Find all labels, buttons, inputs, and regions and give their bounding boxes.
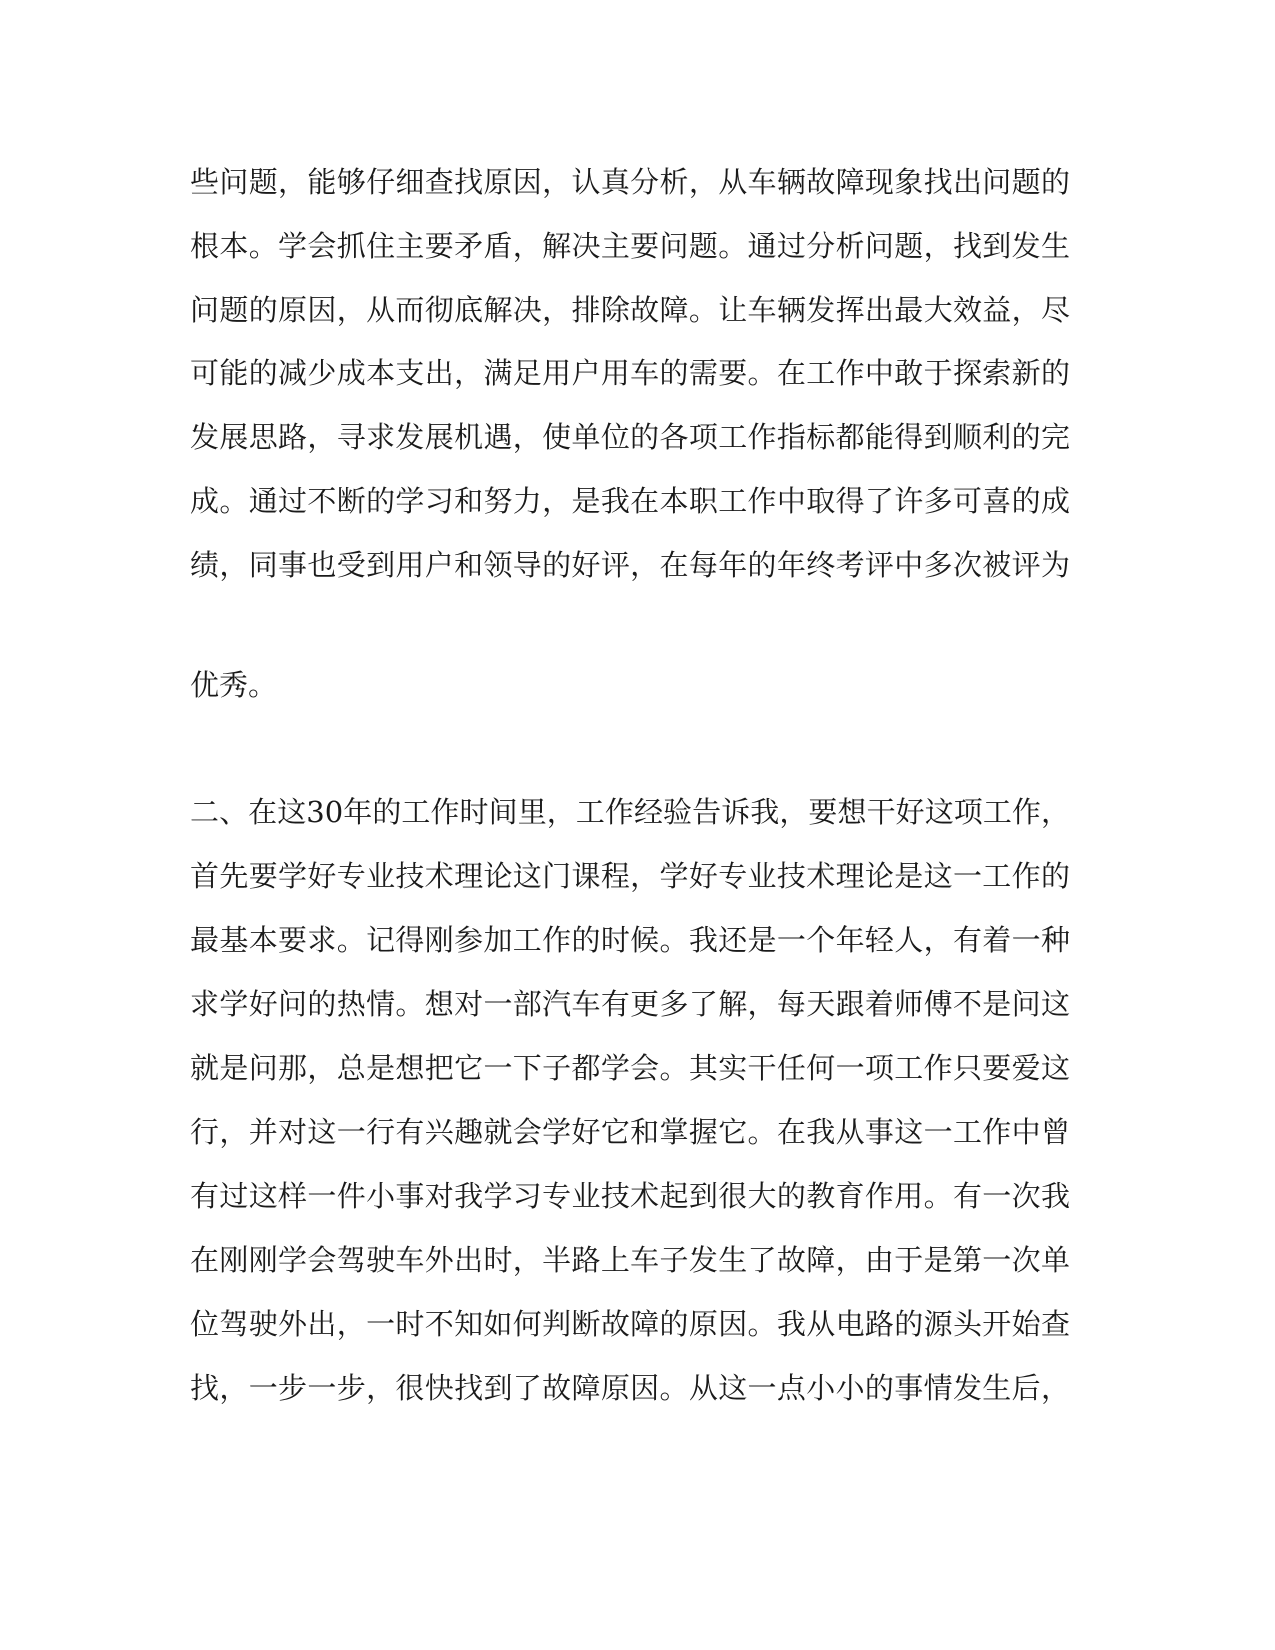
text-line: 最基本要求。记得刚参加工作的时候。我还是一个年轻人，有着一种: [190, 923, 1070, 957]
text-line: 根本。学会抓住主要矛盾，解决主要问题。通过分析问题，找到发生: [190, 229, 1070, 263]
text-line: 找，一步一步，很快找到了故障原因。从这一点小小的事情发生后，: [190, 1371, 1070, 1405]
text-line: 求学好问的热情。想对一部汽车有更多了解，每天跟着师傅不是问这: [190, 987, 1070, 1021]
text-line: 在刚刚学会驾驶车外出时，半路上车子发生了故障，由于是第一次单: [190, 1243, 1070, 1277]
text-line: 位驾驶外出，一时不知如何判断故障的原因。我从电路的源头开始查: [190, 1307, 1070, 1341]
text-line: 就是问那，总是想把它一下子都学会。其实干任何一项工作只要爱这: [190, 1051, 1070, 1085]
text-line: 行，并对这一行有兴趣就会学好它和掌握它。在我从事这一工作中曾: [190, 1115, 1070, 1149]
text-line: 绩，同事也受到用户和领导的好评，在每年的年终考评中多次被评为: [190, 548, 1070, 582]
text-line: 二、在这30年的工作时间里，工作经验告诉我，要想干好这项工作，: [190, 795, 1070, 829]
text-line: 有过这样一件小事对我学习专业技术起到很大的教育作用。有一次我: [190, 1179, 1070, 1213]
text-line: 成。通过不断的学习和努力，是我在本职工作中取得了许多可喜的成: [190, 484, 1070, 518]
text-line: 优秀。: [190, 668, 278, 702]
text-line: 可能的减少成本支出，满足用户用车的需要。在工作中敢于探索新的: [190, 356, 1070, 390]
text-line: 些问题，能够仔细查找原因，认真分析，从车辆故障现象找出问题的: [190, 165, 1070, 199]
text-line: 问题的原因，从而彻底解决，排除故障。让车辆发挥出最大效益，尽: [190, 293, 1070, 327]
text-line: 发展思路，寻求发展机遇，使单位的各项工作指标都能得到顺利的完: [190, 420, 1070, 454]
text-line: 首先要学好专业技术理论这门课程，学好专业技术理论是这一工作的: [190, 859, 1070, 893]
